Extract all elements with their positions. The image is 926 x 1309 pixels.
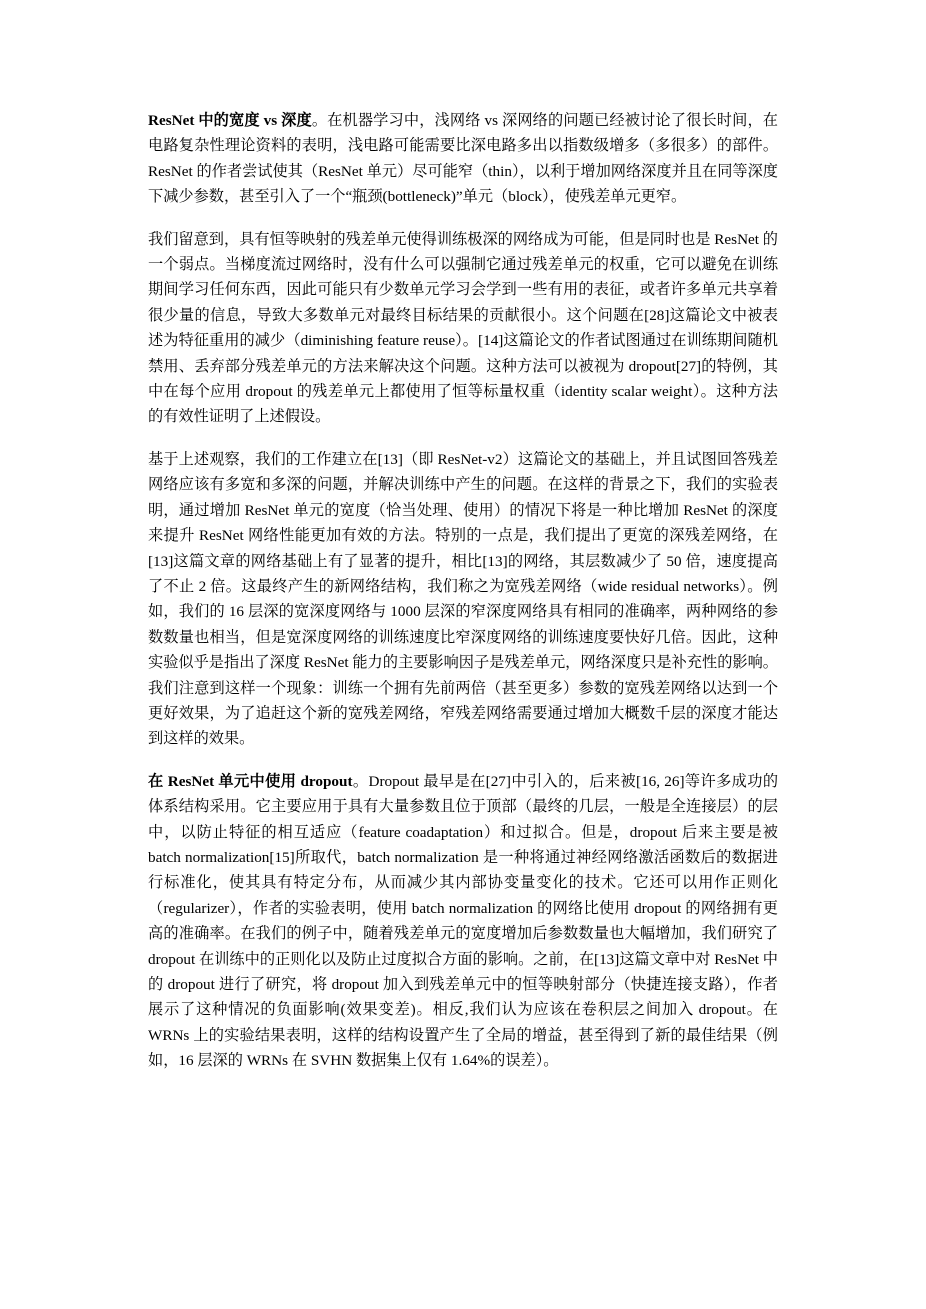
- paragraph-text: 我们留意到，具有恒等映射的残差单元使得训练极深的网络成为可能，但是同时也是 ResNet 的一个弱点。当梯度流过网络时，没有什么可以强制它通过残差单元的权重，它可以避免在训练期间学习任何东西，因此可能只有少数单元学习会学到一些有用的表征，或者许多单元共享着很少量的信息，导致大多数单元对最终目标结果的贡献很小。这个问题在[28]这篇论文中被表述为特征重用的减少（diminishing feature reuse）。[14]这篇论文的作者试图通过在训练期间随机禁用、丢弃部分残差单元的方法来解决这个问题。这种方法可以被视为 dropout[27]的特例，其中在每个应用 dropout 的残差单元上都使用了恒等标量权重（identity scalar weight）。这种方法的有效性证明了上述假设。: [148, 230, 778, 426]
- paragraph-lead: 在 ResNet 单元中使用 dropout: [148, 772, 353, 790]
- document-body: [148, 108, 778, 1074]
- paragraph-text: 。Dropout 最早是在[27]中引入的，后来被[16, 26]等许多成功的体系结构采用。它主要应用于具有大量参数且位于顶部（最终的几层，一般是全连接层）的层中，以防止特征的相互适应（feature coadaptation）和过拟合。但是，dropout 后来主要是被 batch normalization[15]所取代，batch normalization 是一种将通过神经网络激活函数后的数据进行标准化，使其具有特定分布，从而减少其内部协变量变化的技术。它还可以用作正则化（regularizer），作者的实验表明，使用 batch normalization 的网络比使用 dropout 的网络拥有更高的准确率。在我们的例子中，随着残差单元的宽度增加后参数数量也大幅增加，我们研究了 dropout 在训练中的正则化以及防止过度拟合方面的影响。之前，在[13]这篇文章中对 ResNet 中的 dropout 进行了研究，将 dropout 加入到残差单元中的恒等映射部分（快捷连接支路），作者展示了这种情况的负面影响(效果变差)。相反,我们认为应该在卷积层之间加入 dropout。在 WRNs 上的实验结果表明，这样的结构设置产生了全局的增益，甚至得到了新的最佳结果（例如，16 层深的 WRNs 在 SVHN 数据集上仅有 1.64%的误差）。: [148, 772, 779, 1070]
- paragraph-text: 基于上述观察，我们的工作建立在[13]（即 ResNet-v2）这篇论文的基础上，并且试图回答残差网络应该有多宽和多深的问题，并解决训练中产生的问题。在这样的背景之下，我们的实验表明，通过增加 ResNet 单元的宽度（恰当处理、使用）的情况下将是一种比增加 ResNet 的深度来提升 ResNet 网络性能更加有效的方法。特别的一点是，我们提出了更宽的深残差网络，在[13]这篇文章的网络基础上有了显著的提升，相比[13]的网络，其层数减少了 50 倍，速度提高了不止 2 倍。这最终产生的新网络结构，我们称之为宽残差网络（wide residual networks）。例如，我们的 16 层深的宽深度网络与 1000 层深的窄深度网络具有相同的准确率，两种网络的参数数量也相当，但是宽深度网络的训练速度比窄深度网络的训练速度要快好几倍。因此，这种实验似乎是指出了深度 ResNet 能力的主要影响因子是残差单元，网络深度只是补充性的影响。我们注意到这样一个现象：训练一个拥有先前两倍（甚至更多）参数的宽残差网络以达到一个更好效果，为了追赶这个新的宽残差网络，窄残差网络需要通过增加大概数千层的深度才能达到这样的效果。: [148, 450, 778, 748]
- paragraph: [148, 447, 778, 752]
- paragraph: [148, 769, 778, 1074]
- paragraph: [148, 227, 778, 430]
- paragraph-text: 。在机器学习中，浅网络 vs 深网络的问题已经被讨论了很长时间，在电路复杂性理论资料的表明，浅电路可能需要比深电路多出以指数级增多（多很多）的部件。ResNet 的作者尝试使其（ResNet 单元）尽可能窄（thin），以利于增加网络深度并且在同等深度下减少参数，甚至引入了一个“瓶颈(bottleneck)”单元（block），使残差单元更窄。: [148, 112, 778, 206]
- paragraph-lead: ResNet 中的宽度 vs 深度: [148, 112, 312, 129]
- paragraph: [148, 108, 778, 210]
